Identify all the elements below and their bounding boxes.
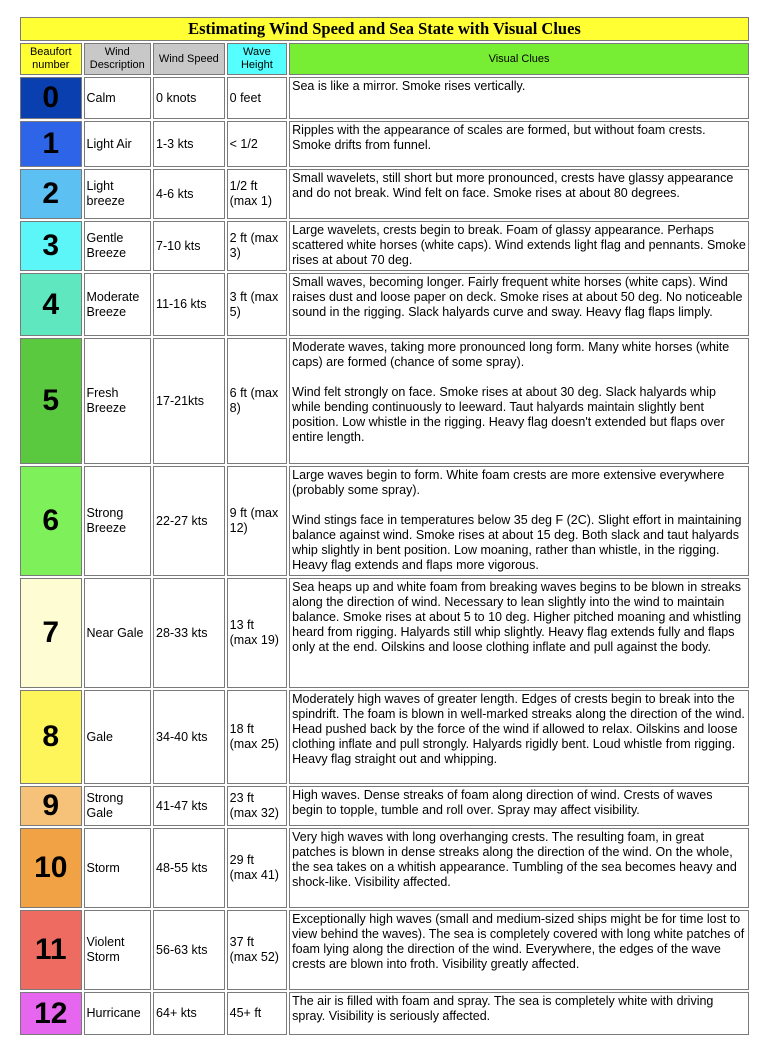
visual-clues-cell [289,910,749,990]
beaufort-number-cell: 6 [20,466,82,576]
beaufort-number-cell: 1 [20,121,82,167]
table-row [20,910,749,990]
visual-clue-paragraph: Small wavelets, still short but more pronounced, crests have glassy appearance and do not break. Wind felt on face. Smoke rises at about 80 degrees. [292,171,734,200]
visual-clue-paragraph: Wind felt strongly on face. Smoke rises at about 30 deg. Slack halyards whip while bending continuously to leeward. Taut halyards maintain slightly bent position. Low whistle in the rigging. Heavy flag doesn't extended but flaps over entire length. [292,385,725,444]
wind-speed-cell: 41-47 kts [153,786,225,826]
wave-height-cell: 18 ft (max 25) [227,690,288,784]
table-title: Estimating Wind Speed and Sea State with Visual Clues [20,17,749,41]
visual-clues-cell [289,992,749,1035]
table-row [20,690,749,784]
visual-clues-cell [289,169,749,219]
visual-clue-paragraph: Small waves, becoming longer. Fairly frequent white horses (white caps). Wind raises dust and loose paper on deck. Smoke rises at about 50 deg. No noticeable sound in the rigging. Slack halyards curve and sway. Heavy flag flaps limply. [292,275,743,319]
wave-height-cell: 37 ft (max 52) [227,910,288,990]
wind-speed-cell: 0 knots [153,77,225,119]
beaufort-number-cell: 8 [20,690,82,784]
visual-clue-paragraph: Large wavelets, crests begin to break. Foam of glassy appearance. Perhaps scattered white horses (white caps). Wind extends light flag and pennants. Smoke rises at about 70 deg. [292,223,746,267]
wave-height-cell: 6 ft (max 8) [227,338,288,464]
visual-clue-paragraph: Sea heaps up and white foam from breaking waves begins to be blown in streaks along the direction of wind. Necessary to lean slightly into the wind to maintain balance. Smoke rises at about 5 to 10 deg. Higher pitched moaning and whistling heard from rigging. Halyards still whip slightly. Heavy flag extends fully and flaps only at the end. Oilskins and loose clothing inflate and pull against the body. [292,580,742,654]
visual-clues-cell [289,578,749,688]
beaufort-number-cell: 10 [20,828,82,908]
beaufort-number-cell: 5 [20,338,82,464]
wave-height-cell: 45+ ft [227,992,288,1035]
visual-clues-cell [289,466,749,576]
visual-clues-cell [289,273,749,336]
visual-clues-cell [289,690,749,784]
wind-speed-cell: 11-16 kts [153,273,225,336]
wind-description-cell: Hurricane [84,992,152,1035]
wave-height-cell: 29 ft (max 41) [227,828,288,908]
wave-height-cell: 3 ft (max 5) [227,273,288,336]
header-wind-description: Wind Description [84,43,152,75]
wind-description-cell: Storm [84,828,152,908]
table-row [20,273,749,336]
wind-description-cell: Strong Gale [84,786,152,826]
wind-description-cell: Gentle Breeze [84,221,152,271]
wind-speed-cell: 22-27 kts [153,466,225,576]
visual-clue-paragraph: Ripples with the appearance of scales are formed, but without foam crests. Smoke drifts from funnel. [292,123,706,152]
table-row [20,221,749,271]
visual-clue-paragraph: Very high waves with long overhanging crests. The resulting foam, in great patches is blown in dense streaks along the direction of the wind. On the whole, the sea takes on a whitish appearance. Tumbling of the sea becomes heavy and shock-like. Visibility affected. [292,830,737,889]
wind-speed-cell: 4-6 kts [153,169,225,219]
table-row [20,77,749,119]
wind-description-cell: Near Gale [84,578,152,688]
beaufort-number-cell: 2 [20,169,82,219]
table-row [20,338,749,464]
wind-description-cell: Light Air [84,121,152,167]
visual-clue-paragraph: Exceptionally high waves (small and medium-sized ships might be for time lost to view behind the waves). The sea is completely covered with long white patches of foam lying along the direction of the wind. Everywhere, the edges of the wave crests are blown into froth. Visibility greatly affected. [292,912,745,971]
table-row [20,578,749,688]
visual-clues-cell [289,786,749,826]
wind-speed-cell: 7-10 kts [153,221,225,271]
visual-clue-paragraph: The air is filled with foam and spray. The sea is completely white with driving spray. Visibility is seriously affected. [292,994,714,1023]
wave-height-cell: 23 ft (max 32) [227,786,288,826]
visual-clue-paragraph: Moderately high waves of greater length. Edges of crests begin to break into the spindrift. The foam is blown in well-marked streaks along the direction of the wind. Head pushed back by the force of the wind if allowed to relax. Oilskins and loose clothing inflate and pull strongly. Halyards rigidly bent. Loud whistle from rigging. Heavy flag straight out and whipping. [292,692,745,766]
visual-clues-cell [289,338,749,464]
wind-speed-cell: 56-63 kts [153,910,225,990]
table-body [20,77,749,1035]
wave-height-cell: 2 ft (max 3) [227,221,288,271]
wave-height-cell: 13 ft (max 19) [227,578,288,688]
wave-height-cell: 9 ft (max 12) [227,466,288,576]
wind-speed-cell: 17-21kts [153,338,225,464]
beaufort-number-cell: 11 [20,910,82,990]
wind-speed-cell: 34-40 kts [153,690,225,784]
visual-clue-paragraph: High waves. Dense streaks of foam along direction of wind. Crests of waves begin to topple, tumble and roll over. Spray may affect visibility. [292,788,713,817]
table-row [20,121,749,167]
table-row [20,992,749,1035]
wind-speed-cell: 48-55 kts [153,828,225,908]
wind-description-cell: Moderate Breeze [84,273,152,336]
header-visual-clues: Visual Clues [289,43,749,75]
header-wave-height: Wave Height [227,43,288,75]
beaufort-number-cell: 9 [20,786,82,826]
header-beaufort-number: Beaufort number [20,43,82,75]
wind-speed-cell: 64+ kts [153,992,225,1035]
table-row [20,169,749,219]
visual-clue-paragraph: Moderate waves, taking more pronounced long form. Many white horses (white caps) are formed (chance of some spray). [292,340,730,369]
beaufort-scale-table-container [18,15,751,1037]
wave-height-cell: < 1/2 [227,121,288,167]
header-wind-speed: Wind Speed [153,43,225,75]
wind-description-cell: Gale [84,690,152,784]
table-row [20,828,749,908]
beaufort-number-cell: 4 [20,273,82,336]
visual-clues-cell [289,221,749,271]
beaufort-number-cell: 3 [20,221,82,271]
wind-description-cell: Violent Storm [84,910,152,990]
wave-height-cell: 1/2 ft (max 1) [227,169,288,219]
visual-clues-cell [289,77,749,119]
wind-speed-cell: 28-33 kts [153,578,225,688]
table-row [20,466,749,576]
visual-clues-cell [289,828,749,908]
visual-clues-cell [289,121,749,167]
table-row [20,786,749,826]
wind-description-cell: Fresh Breeze [84,338,152,464]
beaufort-scale-table [18,15,751,1037]
wind-description-cell: Light breeze [84,169,152,219]
wave-height-cell: 0 feet [227,77,288,119]
visual-clue-paragraph: Large waves begin to form. White foam crests are more extensive everywhere (probably some spray). [292,468,725,497]
beaufort-number-cell: 7 [20,578,82,688]
wind-speed-cell: 1-3 kts [153,121,225,167]
beaufort-number-cell: 0 [20,77,82,119]
beaufort-number-cell: 12 [20,992,82,1035]
visual-clue-paragraph: Sea is like a mirror. Smoke rises vertically. [292,79,526,93]
wind-description-cell: Strong Breeze [84,466,152,576]
visual-clue-paragraph: Wind stings face in temperatures below 35 deg F (2C). Slight effort in maintaining balance against wind. Smoke rises at about 15 deg. Both slack and taut halyards whip slightly in bent position. Low moaning, rather than whistle, in the rigging. Heavy flag extends and flaps more vigorous. [292,513,742,572]
wind-description-cell: Calm [84,77,152,119]
